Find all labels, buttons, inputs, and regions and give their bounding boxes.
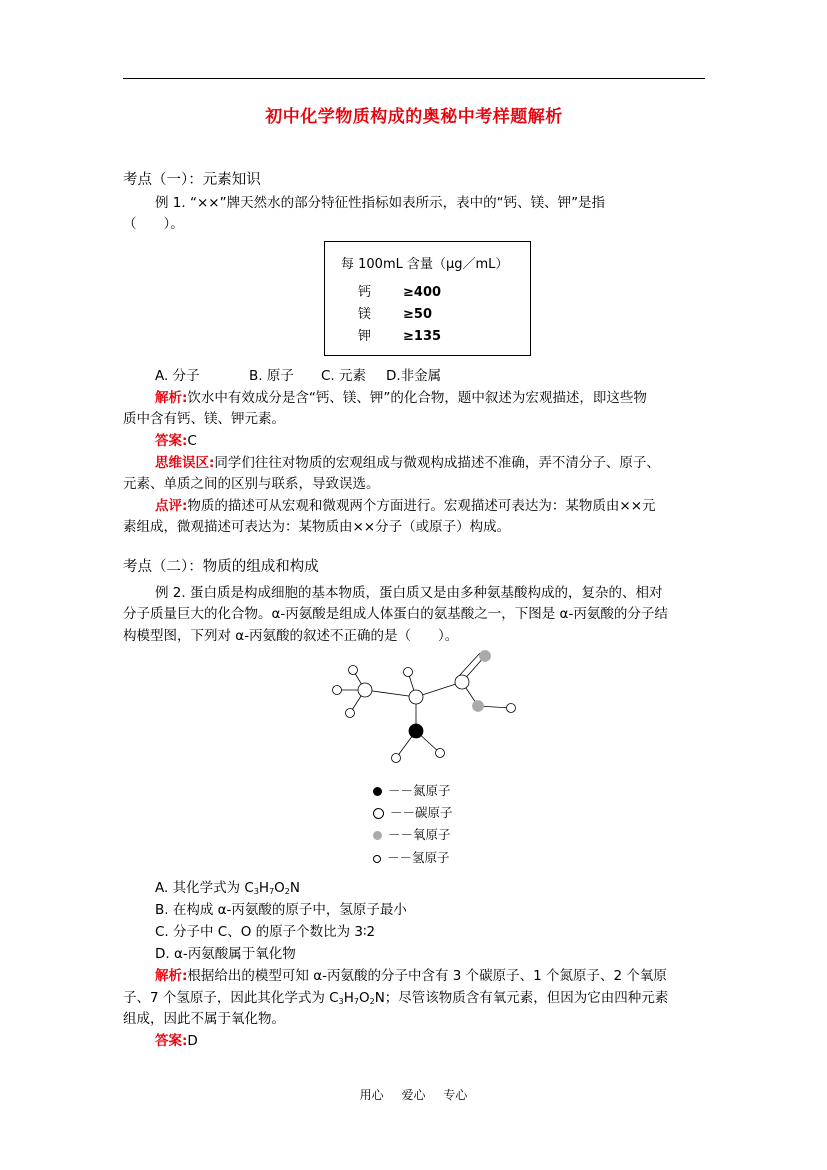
analysis1-line1 xyxy=(155,388,647,408)
table-row xyxy=(358,325,441,344)
legend-label: －－氮原子 xyxy=(388,783,451,798)
table-header: 每 100mL 含量（μg／mL） xyxy=(341,257,509,272)
mistake-line2: 元素、单质之间的区别与联系，导致误选。 xyxy=(123,476,380,492)
question2-line3: 构模型图，下列对 α-丙氨酸的叙述不正确的是（ ）。 xyxy=(123,628,459,644)
answer-value: D xyxy=(187,1033,198,1049)
legend-hydrogen xyxy=(373,848,450,866)
carbon-atom xyxy=(358,683,372,697)
legend-label: －－氧原子 xyxy=(388,827,451,842)
analysis1-text: 饮水中有效成分是含“钙、镁、钾”的化合物，题中叙述为宏观描述，即这些物 xyxy=(187,390,647,406)
question1-options xyxy=(155,366,441,386)
legend-carbon xyxy=(373,803,453,821)
legend-nitrogen xyxy=(373,781,451,799)
legend-dot-white-small-icon xyxy=(373,855,381,863)
analysis2-line2: 子、7 个氢原子，因此其化学式为 $C_3H_7O_2N$；尽管该物质含有氧元素，但因为它由四种元素 xyxy=(123,990,669,1006)
table-cell-element: 镁 xyxy=(358,307,372,322)
mistake-label: 思维误区: xyxy=(155,455,215,471)
legend-oxygen xyxy=(373,825,451,843)
legend-dot-gray-icon xyxy=(373,831,382,840)
hydrogen-atom xyxy=(507,704,516,713)
legend-dot-black-icon xyxy=(373,787,382,796)
answer2 xyxy=(155,1031,198,1051)
nitrogen-atom xyxy=(409,724,423,738)
table-cell-value: ≥400 xyxy=(403,285,442,300)
option2-a xyxy=(155,878,300,902)
hydrogen-atom xyxy=(346,709,355,718)
hydrogen-atom xyxy=(436,749,445,758)
option-d: D.非金属 xyxy=(386,368,442,384)
page-footer: 用心 爱心 专心 xyxy=(359,1088,468,1102)
mineral-table xyxy=(324,241,531,356)
hydrogen-atom xyxy=(404,668,413,677)
answer1 xyxy=(155,431,197,451)
analysis2-line3: 组成，因此不属于氧化物。 xyxy=(123,1011,285,1027)
option-c: C. 元素 xyxy=(321,368,367,384)
chemical-formula: $C_3H_7O_2N$ xyxy=(244,880,300,896)
analysis2-text: 根据给出的模型可知 α-丙氨酸的分子中含有 3 个碳原子、1 个氮原子、2 个氧原 xyxy=(187,968,667,984)
legend-label: －－氢原子 xyxy=(387,850,450,865)
analysis2-line1 xyxy=(155,966,667,986)
comment-label: 点评: xyxy=(155,498,188,514)
answer-value: C xyxy=(187,433,197,449)
hydrogen-atom xyxy=(333,686,342,695)
chemical-formula-inline: $C_3H_7O_2N$ xyxy=(329,990,385,1006)
analysis-label: 解析: xyxy=(155,968,188,984)
question1-line2: （ ）。 xyxy=(123,216,184,232)
page-title: 初中化学物质构成的奥秘中考样题解析 xyxy=(265,107,563,127)
table-cell-value: ≥50 xyxy=(403,307,432,322)
table-row xyxy=(358,281,441,300)
section2-heading: 考点（二）：物质的组成和构成 xyxy=(123,559,319,575)
carbon-atom xyxy=(455,675,469,689)
option2-d: D. α-丙氨酸属于氧化物 xyxy=(155,946,296,962)
comment-text: 物质的描述可从宏观和微观两个方面进行。宏观描述可表达为：某物质由××元 xyxy=(187,498,656,514)
carbon-atom xyxy=(409,690,423,704)
table-cell-element: 钾 xyxy=(358,329,372,344)
answer-label: 答案: xyxy=(155,433,188,449)
comment-line1 xyxy=(155,496,656,516)
table-cell-element: 钙 xyxy=(358,285,372,300)
header-rule xyxy=(123,78,705,79)
option-a-text: A. 其化学式为 xyxy=(155,880,245,896)
option2-b: B. 在构成 α-丙氨酸的原子中，氢原子最小 xyxy=(155,902,407,918)
table-row xyxy=(358,303,432,322)
legend-label: －－碳原子 xyxy=(390,805,453,820)
legend-dot-white-large-icon xyxy=(373,808,384,819)
option-b: B. 原子 xyxy=(249,368,294,384)
section1-heading: 考点（一）：元素知识 xyxy=(123,172,261,188)
table-cell-value: ≥135 xyxy=(403,329,442,344)
option2-c: C. 分子中 C、O 的原子个数比为 3∶2 xyxy=(155,924,376,940)
analysis1-line2: 质中含有钙、镁、钾元素。 xyxy=(123,411,285,427)
alanine-molecule-model xyxy=(320,640,530,770)
hydrogen-atom xyxy=(349,666,358,675)
option-a: A. 分子 xyxy=(155,368,200,384)
question2-line1: 例 2. 蛋白质是构成细胞的基本物质，蛋白质又是由多种氨基酸构成的，复杂的、相对 xyxy=(155,585,663,601)
answer-label: 答案: xyxy=(155,1033,188,1049)
analysis-label: 解析: xyxy=(155,390,188,406)
question2-line2: 分子质量巨大的化合物。α-丙氨酸是组成人体蛋白的氨基酸之一，下图是 α-丙氨酸的分子结 xyxy=(123,606,668,622)
mistake-line1 xyxy=(155,453,660,473)
hydrogen-atom xyxy=(392,754,401,763)
comment-line2: 素组成，微观描述可表达为：某物质由××分子（或原子）构成。 xyxy=(123,519,511,535)
question1-line1: 例 1. “××”牌天然水的部分特征性指标如表所示，表中的“钙、镁、钾”是指 xyxy=(155,195,606,211)
oxygen-atom xyxy=(473,701,484,712)
oxygen-atom xyxy=(480,651,491,662)
mistake-text: 同学们往往对物质的宏观组成与微观构成描述不准确，弄不清分子、原子、 xyxy=(214,455,660,471)
